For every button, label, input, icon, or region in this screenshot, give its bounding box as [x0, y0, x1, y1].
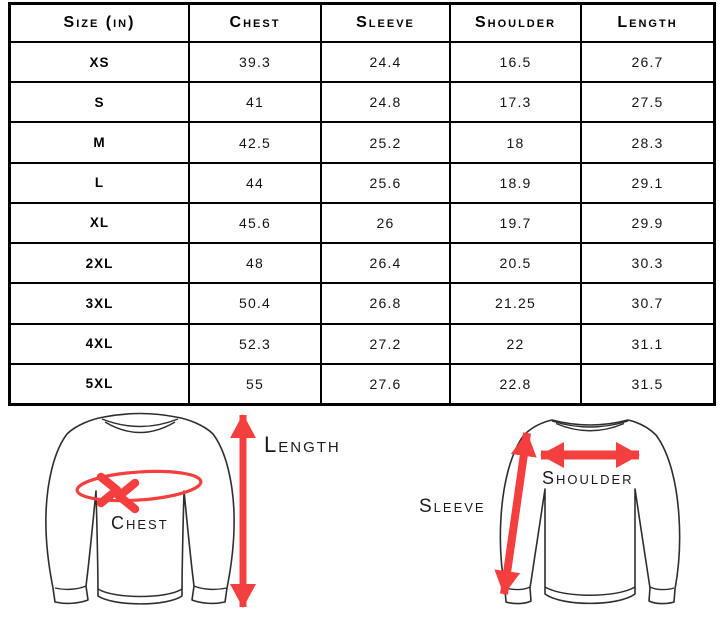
- measurement-cell: 19.7: [451, 204, 580, 242]
- column-header-length: Length: [582, 5, 713, 41]
- measurement-cell: 55: [190, 365, 320, 403]
- measurement-cell: 28.3: [582, 123, 713, 161]
- measurement-cell: 26.8: [322, 284, 449, 322]
- measurement-cell: 45.6: [190, 204, 320, 242]
- size-cell: 4XL: [11, 325, 188, 363]
- measurement-cell: 20.5: [451, 244, 580, 282]
- measurement-cell: 50.4: [190, 284, 320, 322]
- size-cell: 3XL: [11, 284, 188, 322]
- measurement-cell: 44: [190, 164, 320, 202]
- measurement-cell: 25.2: [322, 123, 449, 161]
- column-header-shoulder: Shoulder: [451, 5, 580, 41]
- size-chart-table: [8, 2, 716, 406]
- column-header-chest: Chest: [190, 5, 320, 41]
- measurement-cell: 27.6: [322, 365, 449, 403]
- measurement-cell: 25.6: [322, 164, 449, 202]
- measurement-cell: 24.4: [322, 43, 449, 81]
- measurement-cell: 17.3: [451, 83, 580, 121]
- measurement-cell: 48: [190, 244, 320, 282]
- measurement-diagram: [0, 405, 726, 620]
- measurement-cell: 27.2: [322, 325, 449, 363]
- measurement-cell: 22.8: [451, 365, 580, 403]
- measurement-cell: 22: [451, 325, 580, 363]
- size-cell: XS: [11, 43, 188, 81]
- size-cell: XL: [11, 204, 188, 242]
- size-cell: L: [11, 164, 188, 202]
- shoulder-label: Shoulder: [542, 468, 634, 488]
- measurement-cell: 16.5: [451, 43, 580, 81]
- size-cell: M: [11, 123, 188, 161]
- column-header-size: Size (in): [11, 5, 188, 41]
- measurement-cell: 52.3: [190, 325, 320, 363]
- measurement-cell: 18.9: [451, 164, 580, 202]
- measurement-cell: 29.1: [582, 164, 713, 202]
- measurement-cell: 31.1: [582, 325, 713, 363]
- measurement-cell: 21.25: [451, 284, 580, 322]
- measurement-cell: 30.7: [582, 284, 713, 322]
- measurement-cell: 27.5: [582, 83, 713, 121]
- measurement-cell: 24.8: [322, 83, 449, 121]
- measurement-cell: 26.4: [322, 244, 449, 282]
- measurement-cell: 26: [322, 204, 449, 242]
- size-cell: 2XL: [11, 244, 188, 282]
- measurement-cell: 39.3: [190, 43, 320, 81]
- measurement-cell: 29.9: [582, 204, 713, 242]
- sleeve-label: Sleeve: [419, 496, 486, 517]
- column-header-sleeve: Sleeve: [322, 5, 449, 41]
- size-cell: S: [11, 83, 188, 121]
- measurement-cell: 30.3: [582, 244, 713, 282]
- measurement-cell: 18: [451, 123, 580, 161]
- measurement-cell: 42.5: [190, 123, 320, 161]
- size-cell: 5XL: [11, 365, 188, 403]
- front-shirt-illustration: [46, 414, 234, 604]
- measurement-cell: 31.5: [582, 365, 713, 403]
- measurement-cell: 41: [190, 83, 320, 121]
- length-label: Length: [264, 432, 341, 457]
- measurement-cell: 26.7: [582, 43, 713, 81]
- chest-label: Chest: [111, 513, 169, 533]
